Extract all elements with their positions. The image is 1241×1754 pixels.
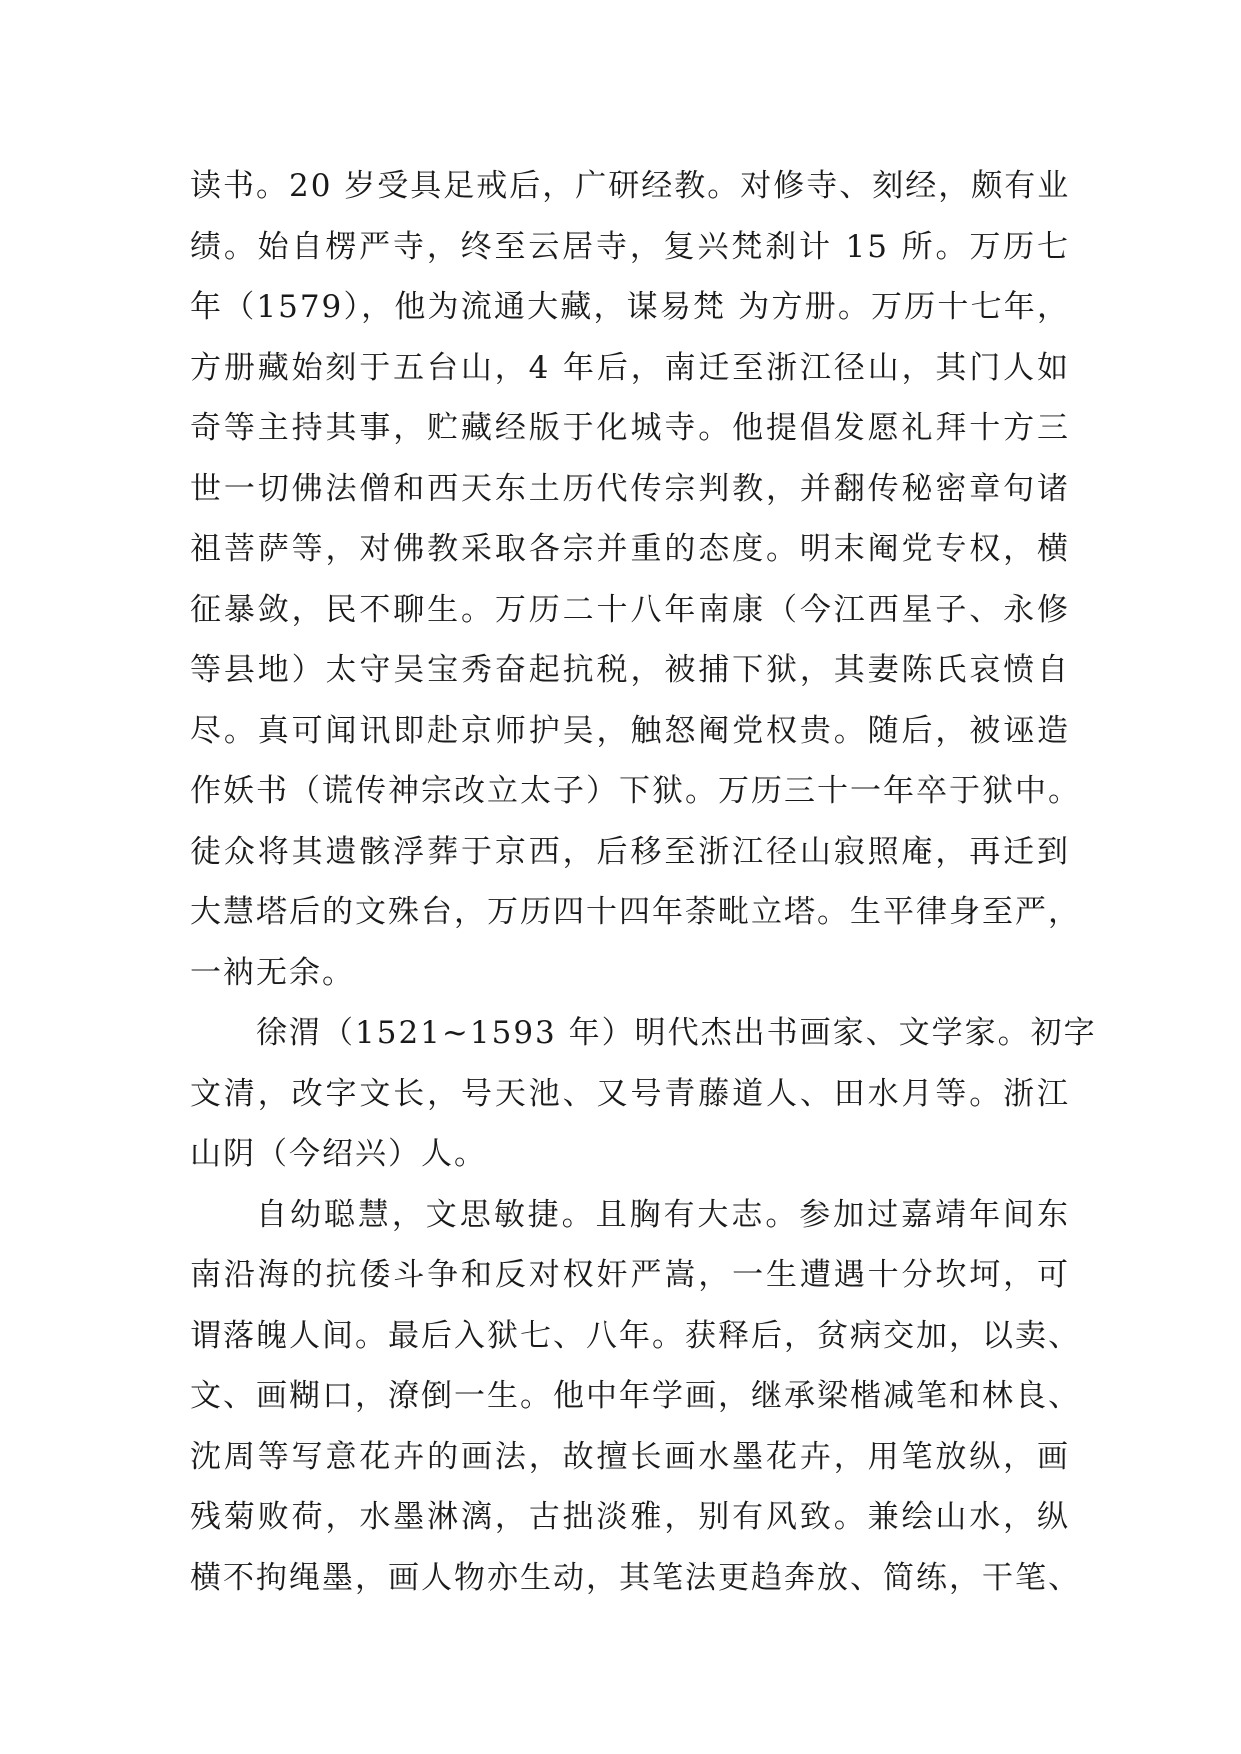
text-line: 绩。始自楞严寺，终至云居寺，复兴梵刹计 15 所。万历七 <box>190 228 1070 265</box>
text-line: 尽。真可闻讯即赴京师护吴，触怒阉党权贵。随后，被诬造 <box>190 712 1070 749</box>
paragraph-1 <box>190 156 1081 1003</box>
text-line: 作妖书（谎传神宗改立太子）下狱。万历三十一年卒于狱中。 <box>190 773 1081 809</box>
text-line: 征暴敛，民不聊生。万历二十八年南康（今江西星子、永修 <box>190 591 1070 628</box>
text-line: 年（1579），他为流通大藏，谋易梵 为方册。万历十七年， <box>190 289 1070 325</box>
text-line: 奇等主持其事，贮藏经版于化城寺。他提倡发愿礼拜十方三 <box>190 410 1070 446</box>
text-line: 读书。20 岁受具足戒后，广研经教。对修寺、刻经，颇有业 <box>190 168 1071 204</box>
text-line: 南沿海的抗倭斗争和反对权奸严嵩，一生遭遇十分坎坷，可 <box>190 1257 1070 1293</box>
text-line: 谓落魄人间。最后入狱七、八年。获释后，贫病交加，以卖、 <box>190 1317 1081 1354</box>
text-line: 徒众将其遗骸浮葬于京西，后移至浙江径山寂照庵，再迁到 <box>190 833 1070 870</box>
text-line: 等县地）太守吴宝秀奋起抗税，被捕下狱，其妻陈氏哀愤自 <box>190 652 1070 688</box>
text-line: 沈周等写意花卉的画法，故擅长画水墨花卉，用笔放纵，画 <box>190 1438 1070 1475</box>
text-line: 祖菩萨等，对佛教采取各宗并重的态度。明末阉党专权，横 <box>190 531 1070 567</box>
text-line: 世一切佛法僧和西天东土历代传宗判教，并翻传秘密章句诸 <box>190 470 1070 507</box>
paragraph-2 <box>190 1003 1097 1185</box>
paragraph-3 <box>190 1185 1081 1609</box>
text-line: 徐渭（1521~1593 年）明代杰出书画家、文学家。初字 <box>256 1015 1097 1051</box>
text-line: 横不拘绳墨，画人物亦生动，其笔法更趋奔放、简练，干笔、 <box>190 1559 1081 1596</box>
text-line: 残菊败荷，水墨淋漓，古拙淡雅，别有风致。兼绘山水，纵 <box>190 1499 1070 1535</box>
text-line: 山阴（今绍兴）人。 <box>190 1136 487 1172</box>
text-line: 方册藏始刻于五台山，4 年后，南迁至浙江径山，其门人如 <box>190 349 1070 386</box>
text-line: 大慧塔后的文殊台，万历四十四年荼毗立塔。生平律身至严， <box>190 894 1081 930</box>
text-line: 文清，改字文长，号天池、又号青藤道人、田水月等。浙江 <box>190 1075 1070 1112</box>
document-body <box>190 156 1097 1608</box>
text-line: 一衲无余。 <box>190 954 355 991</box>
text-line: 文、画糊口，潦倒一生。他中年学画，继承梁楷减笔和林良、 <box>190 1378 1081 1414</box>
text-line: 自幼聪慧，文思敏捷。且胸有大志。参加过嘉靖年间东 <box>256 1196 1070 1233</box>
